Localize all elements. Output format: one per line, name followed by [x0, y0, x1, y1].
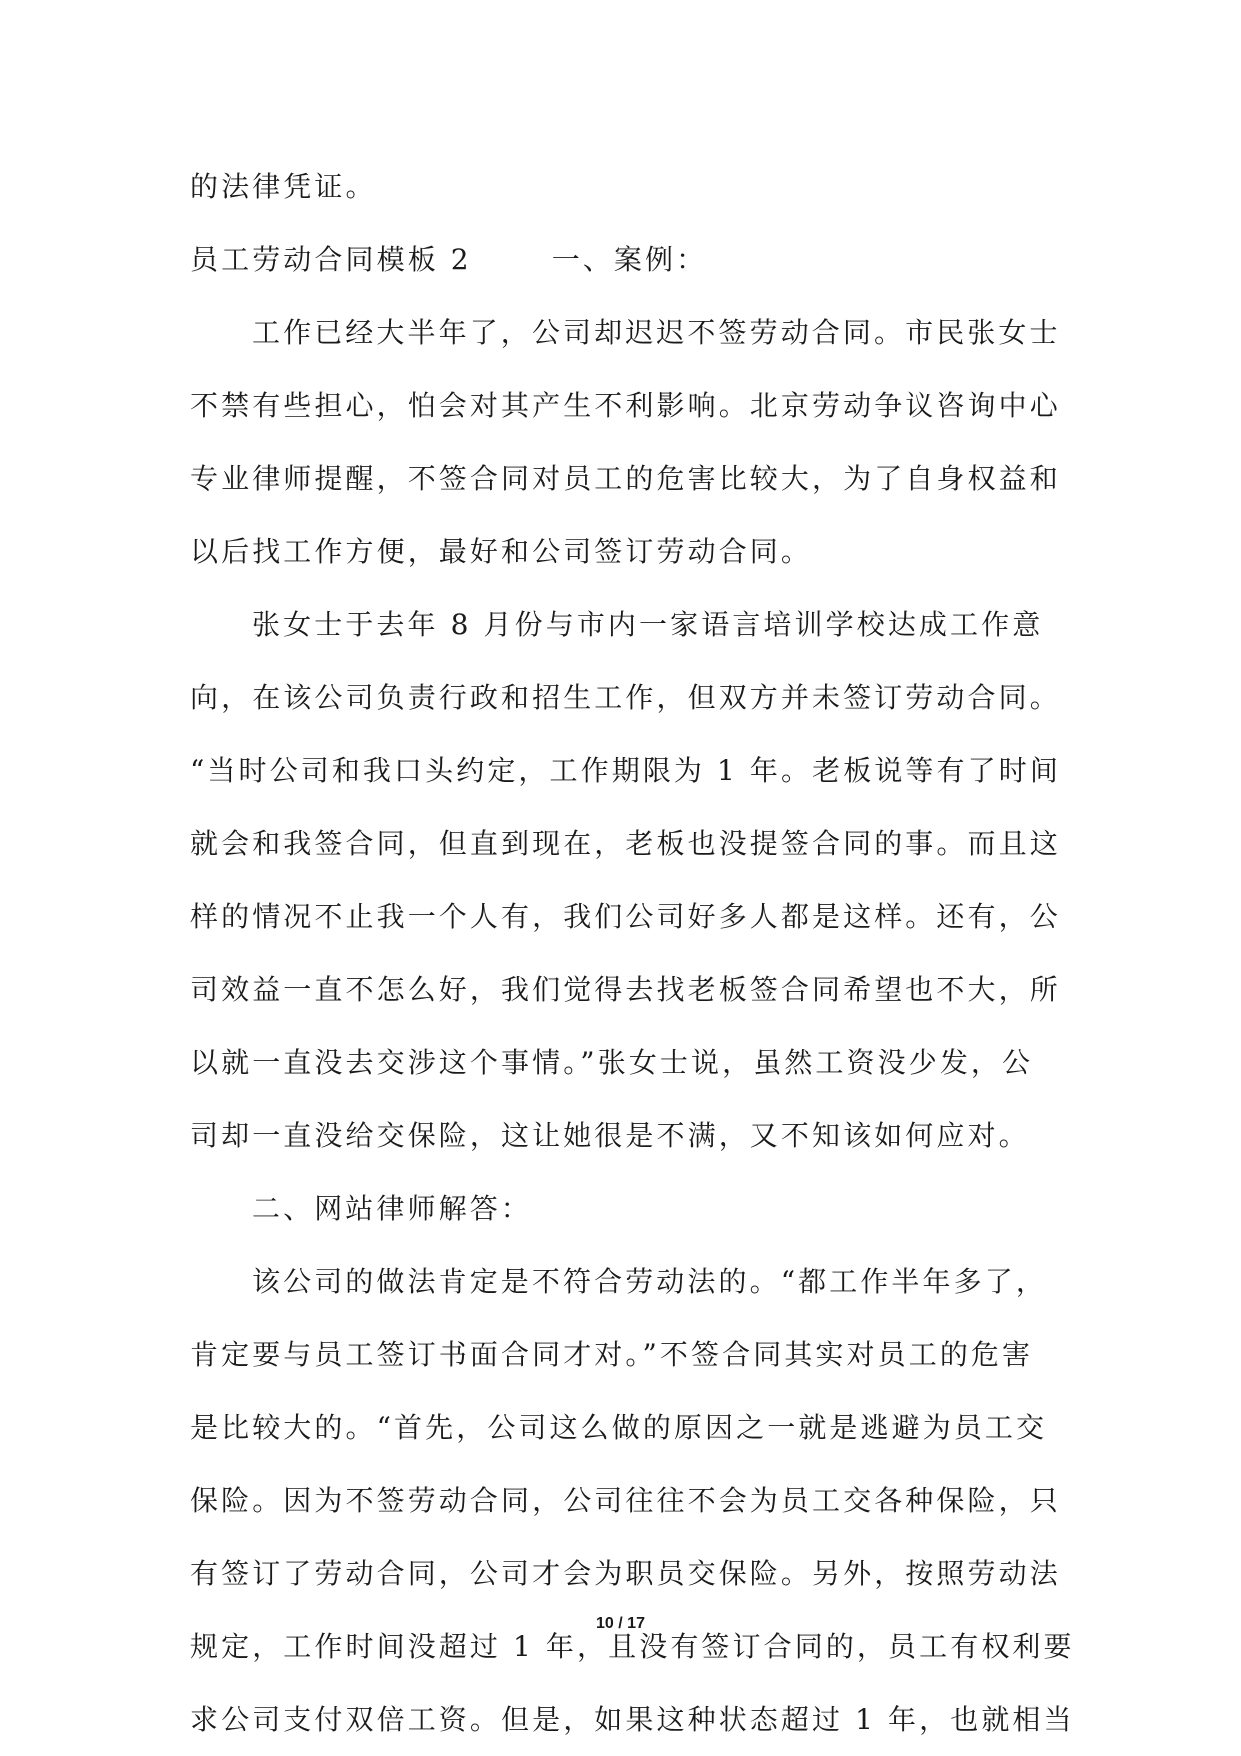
paragraph-start: 该公司的做法肯定是不符合劳动法的。“都工作半年多了，: [252, 1265, 1047, 1298]
section-heading-case: 一、案例：: [551, 243, 708, 276]
text-line: “当时公司和我口头约定，工作期限为 1 年。老板说等有了时间: [190, 754, 1061, 787]
document-title: 员工劳动合同模板 2: [190, 243, 472, 276]
text-line: 的法律凭证。: [190, 170, 377, 203]
text-line: 求公司支付双倍工资。但是，如果这种状态超过 1 年，也就相当: [190, 1703, 1075, 1736]
text-line: 保险。因为不签劳动合同，公司往往不会为员工交各种保险，只: [190, 1484, 1061, 1517]
text-line: 以就一直没去交涉这个事情。”张女士说，虽然工资没少发，公: [190, 1046, 1034, 1079]
paragraph-start: 张女士于去年 8 月份与市内一家语言培训学校达成工作意: [252, 608, 1044, 641]
text-line: 样的情况不止我一个人有，我们公司好多人都是这样。还有，公: [190, 900, 1061, 933]
paragraph-start: 工作已经大半年了，公司却迟迟不签劳动合同。市民张女士: [252, 316, 1061, 349]
text-line: 向，在该公司负责行政和招生工作，但双方并未签订劳动合同。: [190, 681, 1061, 714]
text-line: 有签订了劳动合同，公司才会为职员交保险。另外，按照劳动法: [190, 1557, 1061, 1590]
document-body: [190, 150, 1075, 1756]
text-line: 不禁有些担心，怕会对其产生不利影响。北京劳动争议咨询中心: [190, 389, 1061, 422]
text-line: 专业律师提醒，不签合同对员工的危害比较大，为了自身权益和: [190, 462, 1061, 495]
text-line: 是比较大的。“首先，公司这么做的原因之一就是逃避为员工交: [190, 1411, 1048, 1444]
page-number: 10 / 17: [596, 1615, 645, 1632]
text-line: 以后找工作方便，最好和公司签订劳动合同。: [190, 535, 813, 568]
text-line: 司效益一直不怎么好，我们觉得去找老板签合同希望也不大，所: [190, 973, 1061, 1006]
text-line: 司却一直没给交保险，这让她很是不满，又不知该如何应对。: [190, 1119, 1030, 1152]
text-line: 就会和我签合同，但直到现在，老板也没提签合同的事。而且这: [190, 827, 1061, 860]
heading-line: [190, 223, 1056, 296]
section-heading-answer: 二、网站律师解答：: [252, 1192, 532, 1225]
text-line: 规定，工作时间没超过 1 年，且没有签订合同的，员工有权利要: [190, 1630, 1075, 1663]
text-line: 肯定要与员工签订书面合同才对。”不签合同其实对员工的危害: [190, 1338, 1034, 1371]
